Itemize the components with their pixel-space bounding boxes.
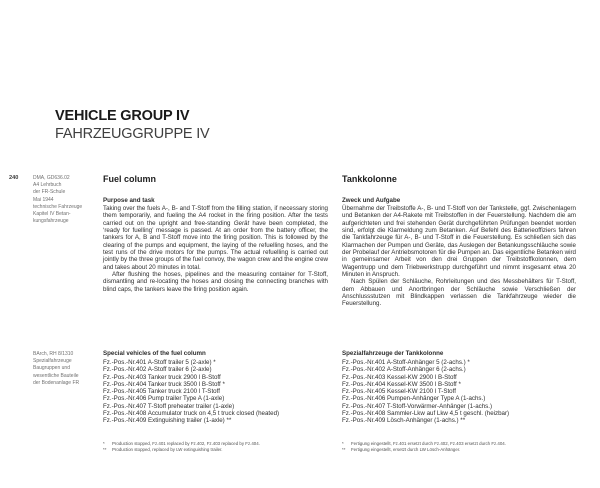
paragraph-text: have been completed, the ‘ready for fuelling’ message is passed. At an order from the battery officer, the tankers for A, B and T-Stoff move into the firing position. This is followed by the clearing of the pumps and equipment, the laying of the refuelling hoses, and the test runs of the drive motors for the pumps. The actual refuelling is carried out jointly by the three groups of the fuel convoy, the wagon crew and the engine crew and takes about 20 minutes in total.: [103, 219, 329, 271]
vehicle-item: Fz.-Pos.-Nr.403 Kessel-KW 2900 l B-Stoff: [342, 373, 457, 381]
footnote-marker: *: [103, 441, 105, 446]
vehicle-item: Fz.-Pos.-Nr.405 Kessel-KW 2100 l T-Stoff: [342, 388, 456, 396]
footnote-marker: *: [342, 441, 344, 446]
chapter-title-english: VEHICLE GROUP IV: [55, 108, 190, 124]
vehicle-item: Fz.-Pos.-Nr.403 Tanker truck 2900 l B-Stoff: [103, 373, 221, 381]
footnote-text: Production stopped, replaced by LW extinguishing trailer.: [112, 447, 223, 453]
vehicle-item: Fz.-Pos.-Nr.405 Tanker truck 2100 l T-Stoff: [103, 388, 220, 396]
paragraph-flushing-english: After flushing the hoses, pipelines and the measuring container for T-Stoff, dismantling and re-locating the hoses and closing the connecting branches with blind caps, the tankers leave the firing position again.: [103, 271, 328, 293]
vehicle-item: Fz.-Pos.-Nr.401 A-Stoff-Anhänger 5 (2-achs.) *: [342, 359, 470, 366]
vehicle-item: Fz.-Pos.-Nr.402 A-Stoff trailer 6 (2-axle): [103, 366, 212, 374]
footnote-marker: **: [342, 447, 346, 453]
special-vehicles-list-german: [342, 350, 576, 425]
list-heading-german: Spezialfahrzeuge der Tankkolonne: [342, 350, 444, 357]
section-heading-english: Fuel column: [103, 174, 157, 184]
list-heading-english: Special vehicles of the fuel column: [103, 350, 206, 357]
paragraph-spuelen-german: Nach Spülen der Schläuche, Rohrleitungen und des Messbehälters für T-Stoff, dem Abbauen und Anortbringen der Schläuche sowie Verschließen der Anschlussstutzen mit Blindkappen verlassen die Tankfahrzeuge wieder die Feuerstellung.: [342, 278, 576, 308]
subheading-purpose-and-task: Purpose and task: [103, 197, 155, 204]
footnotes-english: [103, 441, 328, 453]
section-heading-german: Tankkolonne: [342, 174, 397, 184]
vehicle-item: Fz.-Pos.-Nr.404 Kessel-KW 3500 l B-Stoff *: [342, 380, 461, 388]
margin-note-line: wesentliche Bauteile: [33, 372, 79, 379]
footnote-text: Fertigung eingestellt, ersetzt durch LW Lösch-Anhänger.: [351, 447, 461, 453]
margin-note-line: Kapitel IV Betan-: [33, 211, 71, 218]
vehicle-item: Fz.-Pos.-Nr.407 T-Stoff-Vorwärmer-Anhänger (1-achs.): [342, 402, 493, 410]
margin-note-line: Spezialfahrzeuge: [33, 358, 72, 365]
margin-note-line: der Bodenanlage FR: [33, 379, 80, 386]
vehicle-item: Fz.-Pos.-Nr.409 Lösch-Anhänger (1-achs.) **: [342, 417, 466, 425]
page-number: 240: [9, 175, 19, 181]
margin-note-line: der FR-Schule: [33, 189, 66, 196]
margin-note-line: BArch, RH 8/1310: [33, 351, 74, 357]
footnote-marker: **: [103, 447, 107, 453]
footnotes-german: [342, 441, 576, 453]
margin-note-line: Mai 1944: [33, 196, 54, 203]
english-column: [103, 174, 329, 453]
vehicle-item: Fz.-Pos.-Nr.402 A-Stoff-Anhänger 6 (2-achs.): [342, 366, 466, 374]
footnote-text: Production stopped, Fz.401 replaced by Fz.402, Fz.403 replaced by Fz.404.: [112, 441, 260, 446]
paragraph-text: Taking over the fuels A-, B- and T-Stoff from the filling station, if necessary storing them temporarily, and fueling the A4 rocket in the firing position. After the tests carried out on the upright and free-standing: [103, 205, 328, 227]
vehicle-item: Fz.-Pos.-Nr.408 Sammler-Lkw auf Lkw 4,5 t geschl. (heizbar): [342, 410, 510, 418]
archive-source-note-top: [33, 175, 82, 225]
vehicle-item: Fz.-Pos.-Nr.408 Accumulator truck on 4,5 t truck closed (heated): [103, 410, 280, 418]
vehicle-item: Fz.-Pos.-Nr.406 Pumpen-Anhänger Type A (1-achs.): [342, 395, 486, 403]
vehicle-item: Fz.-Pos.-Nr.404 Tanker truck 3500 l B-Stoff *: [103, 380, 225, 388]
margin-note-line: Baugruppen und: [33, 365, 70, 372]
german-column: [342, 174, 576, 453]
paragraph-purpose-english: [103, 205, 328, 271]
special-vehicles-list-english: [103, 350, 328, 425]
footnote-text: Fertigung eingestellt, Fz.401 ersetzt durch Fz.402, Fz.403 ersetzt durch Fz.404.: [351, 441, 506, 446]
paragraph-zweck-german: Übernahme der Treibstoffe A-, B- und T-Stoff von der Tankstelle, ggf. Zwischenlagern und Betanken der A4-Rakete mit Treibstoffen in der Feuerstellung. Nachdem die am aufgerichteten und frei stehenden Gerät durchgeführten Prüfungen beendet worden sind, erfolgt die Klarmeldung zum Betanken. Auf Befehl des Batterieoffiziers fahren die Tankfahrzeuge für A-, B- und T-Stoff in die Feuerstellung. Es schließen sich das Klarmachen der Pumpen und Geräte, das Auslegen der Betankungsschläuche sowie der Probelauf der Antriebsmotoren für die Pumpen an. Das eigentliche Betanken wird in gemeinsamer Arbeit von den drei Gruppen der Treibstoffkolonnen, dem Wagentrupp und dem Triebwerkstrupp durchgeführt und nimmt insgesamt etwa 20 Minuten in Anspruch.: [342, 205, 576, 279]
chapter-title-block: [55, 107, 210, 143]
margin-note-line: A4 Lehrbuch: [33, 182, 62, 189]
subheading-zweck-und-aufgabe: Zweck und Aufgabe: [342, 197, 401, 204]
footnote: [103, 447, 328, 453]
margin-note-line: kungsfahrzeuge: [33, 218, 69, 225]
vehicle-item: Fz.-Pos.-Nr.409 Extinguishing trailer (1-axle) **: [103, 417, 232, 425]
vehicle-item: Fz.-Pos.-Nr.407 T-Stoff preheater trailer (1-axle): [103, 402, 235, 410]
vehicle-item: Fz.-Pos.-Nr.406 Pump trailer Type A (1-axle): [103, 395, 225, 403]
italic-term: Gerät: [233, 219, 250, 227]
vehicle-item: Fz.-Pos.-Nr.401 A-Stoff trailer 5 (2-axle) *: [103, 359, 216, 366]
archive-source-note-bottom: [33, 351, 79, 387]
margin-note-line: DMA, GD636.02: [33, 175, 70, 181]
margin-note-line: technische Fahrzeuge: [33, 203, 83, 210]
chapter-title-german: FAHRZEUGGRUPPE IV: [55, 126, 210, 142]
footnote: [342, 447, 576, 453]
